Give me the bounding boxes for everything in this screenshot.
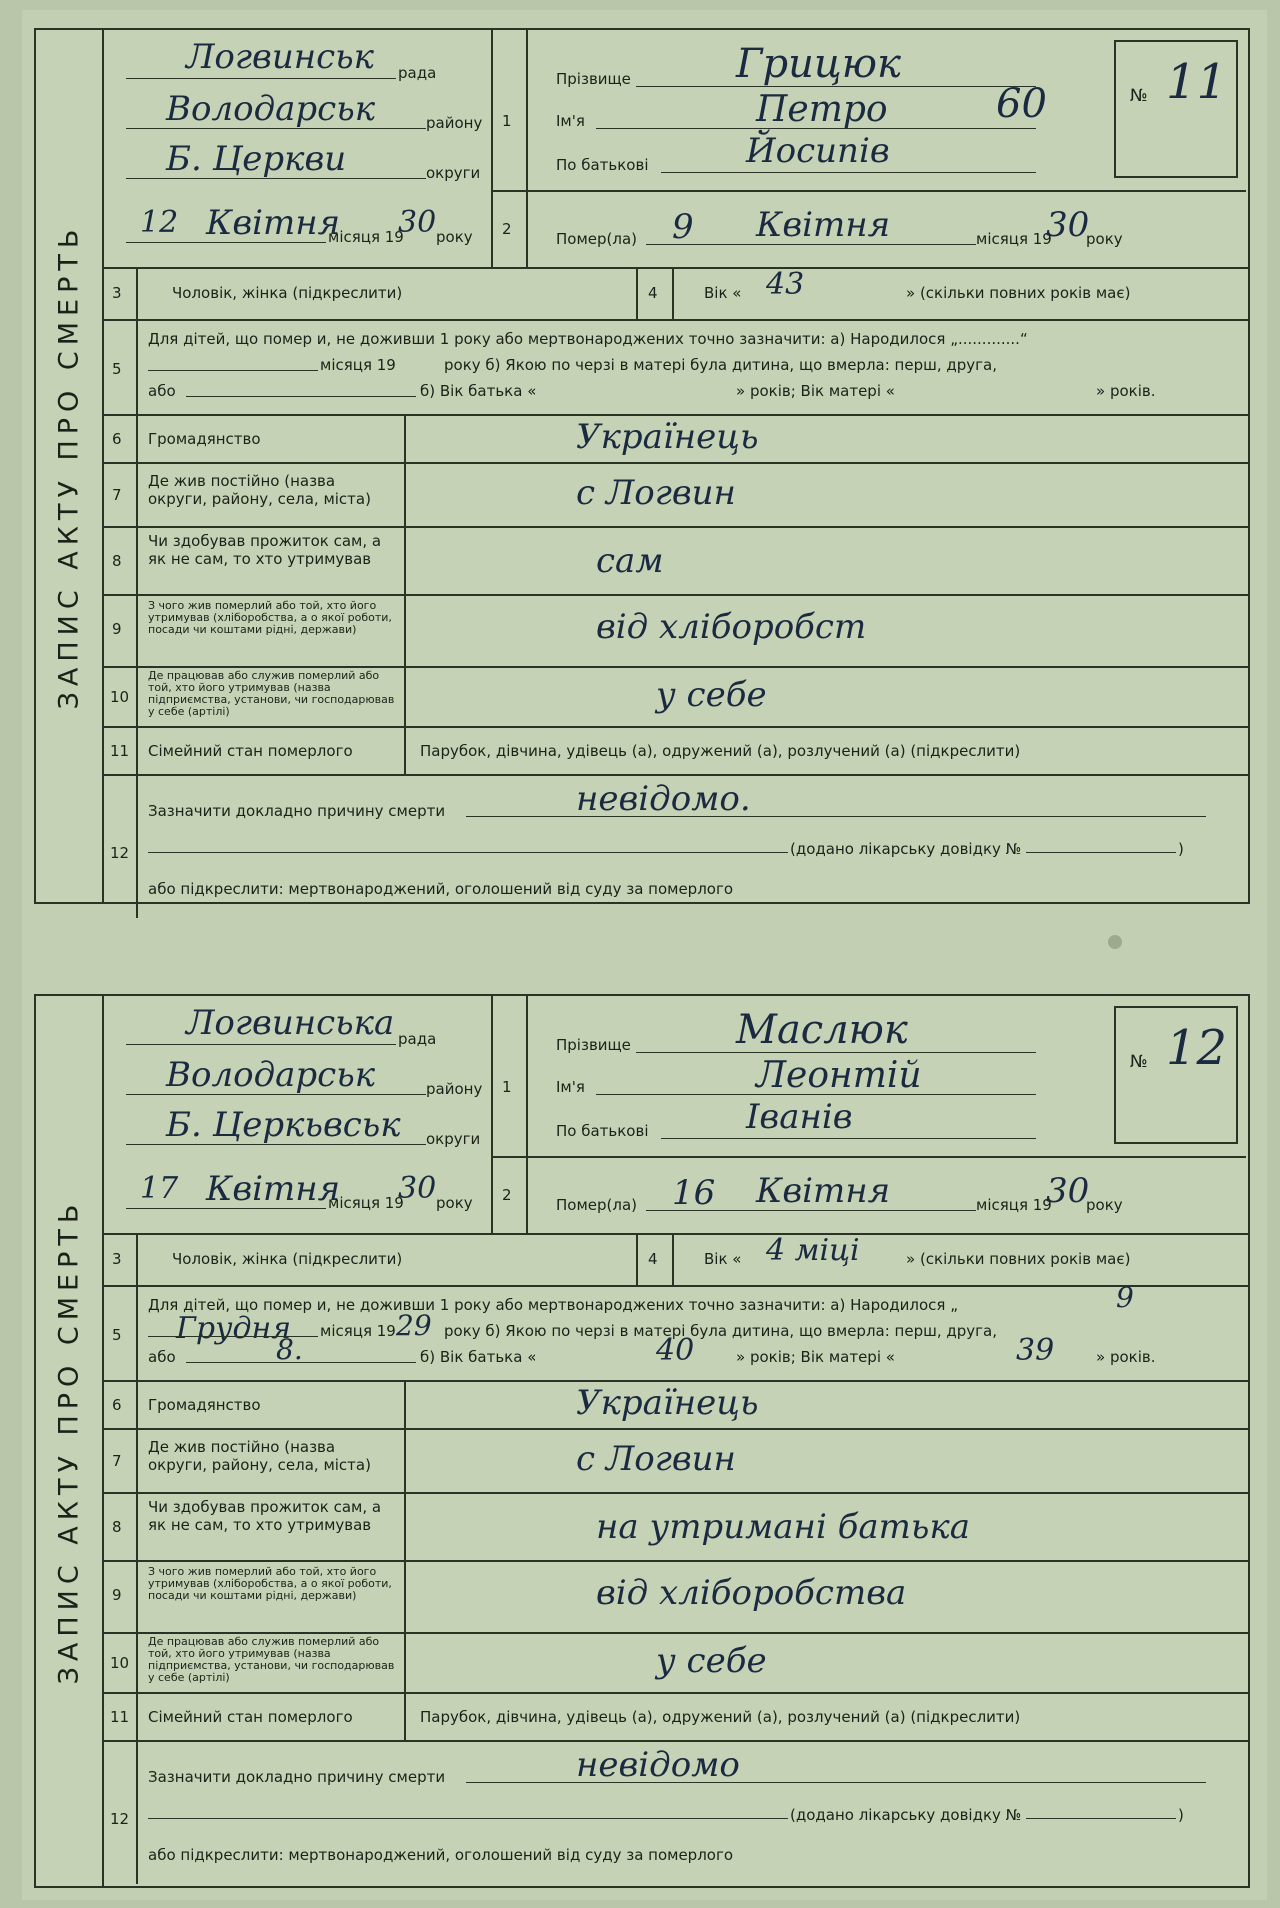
age-note: » (скільки повних років має) (906, 1250, 1131, 1268)
field-line (661, 172, 1036, 173)
field-line (126, 1208, 326, 1209)
divider (404, 1692, 406, 1740)
reg-year-label: року (436, 228, 473, 246)
divider (136, 1233, 138, 1285)
divider (404, 1380, 406, 1720)
divider (136, 1692, 138, 1740)
rada-handwritten: Логвинськ (186, 37, 374, 77)
patronymic-handwritten: Йосипів (746, 131, 890, 171)
income-source-handwritten: від хліборобст (596, 607, 867, 647)
okruha-label: округи (426, 1130, 481, 1148)
died-label: Помер(ла) (556, 1196, 638, 1214)
died-month-label: місяця 19 (976, 1196, 1052, 1214)
row-number: 10 (110, 688, 130, 706)
field-line (126, 128, 426, 129)
field-line (148, 852, 788, 853)
patronymic-handwritten: Іванів (746, 1097, 853, 1137)
income-source-label: З чого жив померлий або той, хто його утримував (хліборобства, а о якої роботи, посади чи коштами рідні, держави) (148, 599, 392, 636)
reg-month-label: місяця 19 (328, 1194, 404, 1212)
died-year-label: року (1086, 230, 1123, 248)
field-line (1026, 852, 1176, 853)
child-father-age-handwritten: 40 (656, 1333, 695, 1368)
child-birth-year-handwritten: 29 (396, 1309, 432, 1342)
name-handwritten: Леонтій (756, 1055, 922, 1096)
workplace-handwritten: у себе (656, 675, 767, 715)
divider (136, 726, 138, 774)
child-line-1: Для дітей, що помер и, не доживши 1 року або мертвонароджених точно зазначити: а) Народилося „ (148, 1296, 958, 1314)
field-line (186, 396, 416, 397)
workplace-label: Де працював або служив померлий або той, хто його утримував (назва підприємства, установи, чи господарював у себе (артілі) (148, 1635, 395, 1684)
row-number: 11 (110, 1708, 130, 1726)
side-title-column (36, 30, 104, 902)
divider (491, 190, 1246, 192)
field-line (126, 1094, 426, 1095)
row-number: 7 (112, 1452, 122, 1470)
cause-of-death-label: Зазначити докладно причину смерти (148, 802, 446, 820)
child-line-3b: б) Вік батька « (420, 382, 537, 400)
divider (102, 666, 1248, 668)
child-line-2b: року б) Якою по черзі в матері була дитина, що вмерла: перш, друга, (444, 356, 997, 374)
name-label: Ім'я (556, 112, 585, 130)
child-birth-day-handwritten: 9 (1116, 1281, 1134, 1314)
child-line-3a: або (148, 1348, 176, 1366)
patronymic-label: По батькові (556, 156, 649, 174)
surname-label: Прізвище (556, 70, 631, 88)
divider (136, 1380, 138, 1720)
cause-of-death-handwritten: невідомо. (576, 779, 751, 819)
residence-label: Де жив постійно (назва округи, району, села, міста) (148, 1438, 371, 1474)
died-year-handwritten: 30 (1046, 205, 1090, 245)
field-line (148, 1818, 788, 1819)
divider (102, 462, 1248, 464)
divider (136, 319, 138, 414)
child-line-3c: » років; Вік матері « (736, 382, 895, 400)
child-birth-month-handwritten: Грудня (176, 1311, 292, 1346)
stillborn-note: або підкреслити: мертвонароджений, оголошений від суду за померлого (148, 880, 734, 898)
record-number-handwritten: 12 (1166, 1020, 1228, 1076)
row-number: 9 (112, 620, 122, 638)
workplace-label: Де працював або служив померлий або той, хто його утримував (назва підприємства, установи, чи господарював у себе (артілі) (148, 669, 395, 718)
row-number: 4 (648, 1250, 658, 1268)
row-number: 6 (112, 1396, 122, 1414)
divider (491, 30, 493, 267)
divider (404, 726, 406, 774)
field-line (1026, 1818, 1176, 1819)
cause-of-death-label: Зазначити докладно причину смерти (148, 1768, 446, 1786)
died-day-handwritten: 16 (672, 1173, 716, 1213)
rayon-label: району (426, 114, 483, 132)
rada-label: рада (398, 1030, 437, 1048)
child-line-3a: або (148, 382, 176, 400)
citizenship-handwritten: Українець (576, 417, 759, 457)
divider (102, 726, 1248, 728)
record-number-handwritten: 11 (1166, 54, 1228, 110)
child-line-3d: » років. (1096, 1348, 1156, 1366)
field-line (661, 1138, 1036, 1139)
died-year-label: року (1086, 1196, 1123, 1214)
rada-label: рада (398, 64, 437, 82)
age-label: Вік « (704, 1250, 742, 1268)
divider (102, 526, 1248, 528)
divider (102, 1428, 1248, 1430)
citizenship-handwritten: Українець (576, 1383, 759, 1423)
divider (102, 594, 1248, 596)
row-number: 11 (110, 742, 130, 760)
divider (102, 319, 1248, 321)
surname-label: Прізвище (556, 1036, 631, 1054)
row-number: 7 (112, 486, 122, 504)
citizenship-label: Громадянство (148, 1396, 261, 1414)
row-number: 8 (112, 1518, 122, 1536)
reg-year-handwritten: 30 (398, 1171, 437, 1206)
surname-handwritten: Маслюк (736, 1007, 908, 1053)
divider (136, 414, 138, 754)
rada-handwritten: Логвинська (186, 1003, 395, 1043)
sex-label: Чоловік, жінка (підкреслити) (172, 1250, 403, 1268)
reg-month-handwritten: Квітня (206, 1169, 341, 1209)
child-line-3d: » років. (1096, 382, 1156, 400)
medical-certificate-close: ) (1178, 1806, 1184, 1824)
reg-month-label: місяця 19 (328, 228, 404, 246)
divider (491, 996, 493, 1233)
record-number-label: № (1130, 1052, 1148, 1072)
died-year-handwritten: 30 (1046, 1171, 1090, 1211)
margin-note-handwritten: 60 (996, 81, 1047, 127)
died-month-handwritten: Квітня (756, 1171, 891, 1211)
residence-label: Де жив постійно (назва округи, району, села, міста) (148, 472, 371, 508)
row-number: 10 (110, 1654, 130, 1672)
field-line (126, 1044, 396, 1045)
marital-status-label: Сімейний стан померлого (148, 1708, 353, 1726)
medical-certificate-label: (додано лікарську довідку № (790, 840, 1022, 858)
row-number: 5 (112, 1326, 122, 1344)
livelihood-handwritten: на утримані батька (596, 1507, 970, 1547)
row-number: 12 (110, 1810, 130, 1828)
died-month-label: місяця 19 (976, 230, 1052, 248)
divider (672, 267, 674, 319)
name-handwritten: Петро (756, 89, 888, 130)
divider (672, 1233, 674, 1285)
residence-handwritten: с Логвин (576, 1439, 736, 1479)
divider (136, 1740, 138, 1884)
rayon-handwritten: Володарськ (166, 89, 376, 129)
surname-handwritten: Грицюк (736, 41, 901, 87)
marital-status-label: Сімейний стан померлого (148, 742, 353, 760)
child-line-1: Для дітей, що помер и, не доживши 1 року або мертвонароджених точно зазначити: а) Народилося „.............“ (148, 330, 1028, 348)
divider (102, 1692, 1248, 1694)
field-line (126, 178, 426, 179)
field-line (126, 78, 396, 79)
row-number: 4 (648, 284, 658, 302)
side-title: ЗАПИС АКТУ ПРО СМЕРТЬ (53, 1198, 85, 1684)
child-line-3b: б) Вік батька « (420, 1348, 537, 1366)
okruha-handwritten: Б. Церкьвськ (166, 1105, 401, 1145)
died-month-handwritten: Квітня (756, 205, 891, 245)
row-number: 5 (112, 360, 122, 378)
age-handwritten: 4 міці (766, 1233, 860, 1268)
child-line-3c: » років; Вік матері « (736, 1348, 895, 1366)
divider (636, 267, 638, 319)
divider (136, 774, 138, 918)
divider (136, 267, 138, 319)
divider (102, 1285, 1248, 1287)
died-day-handwritten: 9 (672, 207, 694, 247)
paper-stain (1108, 935, 1122, 949)
okruha-label: округи (426, 164, 481, 182)
divider (491, 1156, 1246, 1158)
row-number: 3 (112, 284, 122, 302)
row-number: 9 (112, 1586, 122, 1604)
cause-of-death-handwritten: невідомо (576, 1745, 740, 1785)
marital-status-options: Парубок, дівчина, удівець (а), одружений (а), розлучений (а) (підкреслити) (420, 742, 1021, 760)
divider (102, 1380, 1248, 1382)
workplace-handwritten: у себе (656, 1641, 767, 1681)
age-note: » (скільки повних років має) (906, 284, 1131, 302)
reg-day-handwritten: 17 (140, 1171, 179, 1206)
income-source-handwritten: від хліборобства (596, 1573, 907, 1613)
divider (102, 1740, 1248, 1742)
divider (102, 774, 1248, 776)
row-number: 1 (502, 1078, 512, 1096)
rayon-label: району (426, 1080, 483, 1098)
citizenship-label: Громадянство (148, 430, 261, 448)
income-source-label: З чого жив померлий або той, хто його утримував (хліборобства, а о якої роботи, посади чи коштами рідні, держави) (148, 1565, 392, 1602)
death-record-form (34, 28, 1250, 904)
side-title-column (36, 996, 104, 1886)
row-number: 2 (502, 220, 512, 238)
okruha-handwritten: Б. Церкви (166, 139, 347, 179)
died-label: Помер(ла) (556, 230, 638, 248)
child-mother-age-handwritten: 39 (1016, 1333, 1055, 1368)
record-number-label: № (1130, 86, 1148, 106)
name-label: Ім'я (556, 1078, 585, 1096)
livelihood-label: Чи здобував прожиток сам, а як не сам, то хто утримував (148, 1498, 382, 1534)
field-line (126, 242, 326, 243)
child-line-2a: місяця 19 (320, 356, 396, 374)
livelihood-handwritten: сам (596, 541, 664, 581)
reg-day-handwritten: 12 (140, 205, 179, 240)
divider (526, 996, 528, 1233)
divider (636, 1233, 638, 1285)
divider (526, 30, 528, 267)
divider (102, 414, 1248, 416)
age-label: Вік « (704, 284, 742, 302)
divider (102, 1233, 1248, 1235)
field-line (148, 370, 318, 371)
reg-year-handwritten: 30 (398, 205, 437, 240)
field-line (646, 244, 976, 245)
child-line-2b: року б) Якою по черзі в матері була дитина, що вмерла: перш, друга, (444, 1322, 997, 1340)
livelihood-label: Чи здобував прожиток сам, а як не сам, то хто утримував (148, 532, 382, 568)
stillborn-note: або підкреслити: мертвонароджений, оголошений від суду за померлого (148, 1846, 734, 1864)
sex-label: Чоловік, жінка (підкреслити) (172, 284, 403, 302)
age-handwritten: 43 (766, 267, 805, 302)
divider (102, 267, 1248, 269)
row-number: 2 (502, 1186, 512, 1204)
reg-month-handwritten: Квітня (206, 203, 341, 243)
field-line (186, 1362, 416, 1363)
reg-year-label: року (436, 1194, 473, 1212)
row-number: 1 (502, 112, 512, 130)
row-number: 12 (110, 844, 130, 862)
medical-certificate-label: (додано лікарську довідку № (790, 1806, 1022, 1824)
patronymic-label: По батькові (556, 1122, 649, 1140)
medical-certificate-close: ) (1178, 840, 1184, 858)
row-number: 8 (112, 552, 122, 570)
divider (102, 1632, 1248, 1634)
residence-handwritten: с Логвин (576, 473, 736, 513)
field-line (126, 1144, 426, 1145)
row-number: 3 (112, 1250, 122, 1268)
divider (404, 414, 406, 754)
row-number: 6 (112, 430, 122, 448)
marital-status-options: Парубок, дівчина, удівець (а), одружений (а), розлучений (а) (підкреслити) (420, 1708, 1021, 1726)
divider (102, 1560, 1248, 1562)
side-title: ЗАПИС АКТУ ПРО СМЕРТЬ (53, 223, 85, 709)
rayon-handwritten: Володарськ (166, 1055, 376, 1095)
divider (136, 1285, 138, 1380)
child-line-2a: місяця 19 (320, 1322, 396, 1340)
child-order-handwritten: 8. (276, 1333, 303, 1366)
field-line (646, 1210, 976, 1211)
death-record-form (34, 994, 1250, 1888)
divider (102, 1492, 1248, 1494)
